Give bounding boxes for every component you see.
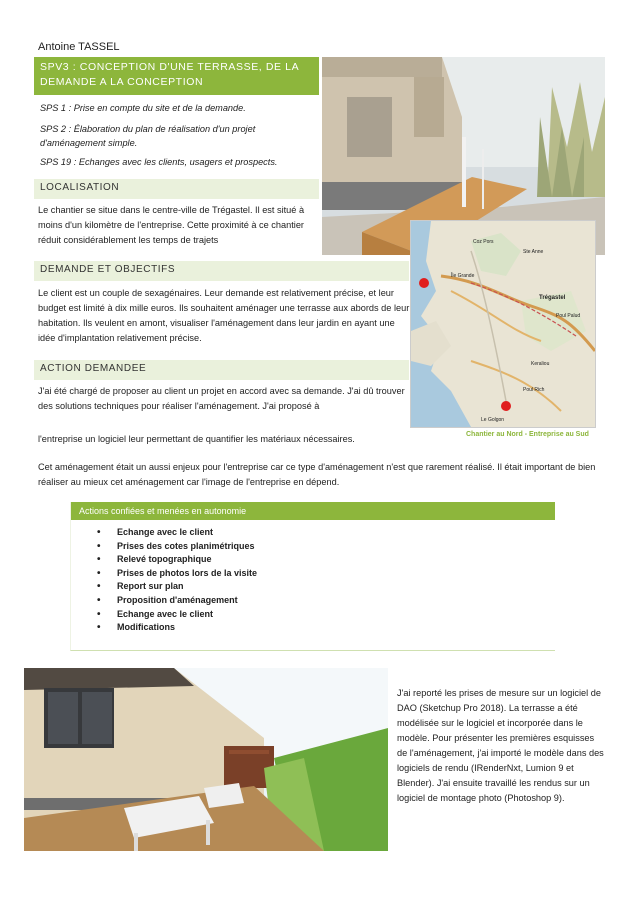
demande-heading: DEMANDE ET OBJECTIFS xyxy=(34,261,409,281)
actions-list xyxy=(71,526,555,635)
list-item: • Report sur plan xyxy=(97,580,555,594)
document-title: SPV3 : CONCEPTION D'UNE TERRASSE, DE LA DEMANDE A LA CONCEPTION xyxy=(34,57,319,95)
list-item: • Relevé topographique xyxy=(97,553,555,567)
author-name: Antoine TASSEL xyxy=(38,41,120,53)
map-label-coz-pors: Coz Pors xyxy=(473,239,494,245)
actions-box-title: Actions confiées et menées en autonomie xyxy=(71,502,555,520)
sps-item-2: SPS 2 : Élaboration du plan de réalisation d'un projet d'aménagement simple. xyxy=(40,124,256,148)
map-label-tregastel: Trégastel xyxy=(539,295,566,301)
map-caption: Chantier au Nord - Entreprise au Sud xyxy=(466,431,589,438)
map-label-poul-rich: Poul Rich xyxy=(523,387,545,393)
list-item: • Prises des cotes planimétriques xyxy=(97,540,555,554)
list-item: • Echange avec le client xyxy=(97,608,555,622)
sps-item-1: SPS 1 : Prise en compte du site et de la demande. xyxy=(40,103,246,113)
localisation-text: Le chantier se situe dans le centre-ville de Trégastel. Il est situé à moins d'un kilomètre de l'entreprise. Cette proximité à ce chantier réduit considérablement les temps de trajets xyxy=(38,205,305,245)
localisation-heading: LOCALISATION xyxy=(34,179,319,199)
map-label-poul-palud: Poul Palud xyxy=(556,313,581,319)
action-text-1: J'ai été chargé de proposer au client un projet en accord avec sa demande. J'ai dû trouver des solutions techniques pour réaliser l'aménagement. J'ai proposé à xyxy=(38,386,405,411)
action-heading: ACTION DEMANDEE xyxy=(34,360,409,380)
demande-text: Le client est un couple de sexagénaires. Leur demande est relativement précise, et leur budget est limité à dix mille euros. Ils souhaitent aménager une terrasse aux abords de leur habitation. Ils veulent en amont, visualiser l'aménagement dans leur jardin en ayant une idée d'implantation relativement précise. xyxy=(38,288,410,343)
map-label-ile-grande: Île Grande xyxy=(451,273,475,279)
bottom-description: J'ai reporté les prises de mesure sur un logiciel de DAO (Sketchup Pro 2018). La terrasse a été modélisée sur le logiciel et incorporée dans le modèle. Pour présenter les premières esquisses de l'aménagement, j'ai importé le modèle dans des logiciels de rendu (IRenderNxt, Lumion 9 et Blender). J'ai ensuite travaillé les rendus sur un logiciel de montage photo (Photoshop 9). xyxy=(397,688,604,803)
location-map xyxy=(410,220,596,428)
action-text-2: l'entreprise un logiciel leur permettant de quantifier les matériaux nécessaires. xyxy=(38,434,355,444)
list-item: • Modifications xyxy=(97,621,555,635)
map-label-le-golgon: Le Golgon xyxy=(481,417,505,423)
action-text-3: Cet aménagement était un aussi enjeux pour l'entreprise car ce type d'aménagement n'est que rarement réalisé. Il était important de bien réaliser au mieux cet aménagement car l'image de l'entreprise en dépend. xyxy=(38,462,596,487)
sps-item-3: SPS 19 : Echanges avec les clients, usagers et prospects. xyxy=(40,157,278,167)
list-item: • Prises de photos lors de la visite xyxy=(97,567,555,581)
map-label-keraliou: Keraliou xyxy=(531,361,550,367)
map-label-ste-anne: Ste Anne xyxy=(523,249,544,255)
actions-box xyxy=(70,502,555,651)
list-item: • Proposition d'aménagement xyxy=(97,594,555,608)
list-item: • Echange avec le client xyxy=(97,526,555,540)
terrace-render-photo-bottom xyxy=(24,668,388,851)
